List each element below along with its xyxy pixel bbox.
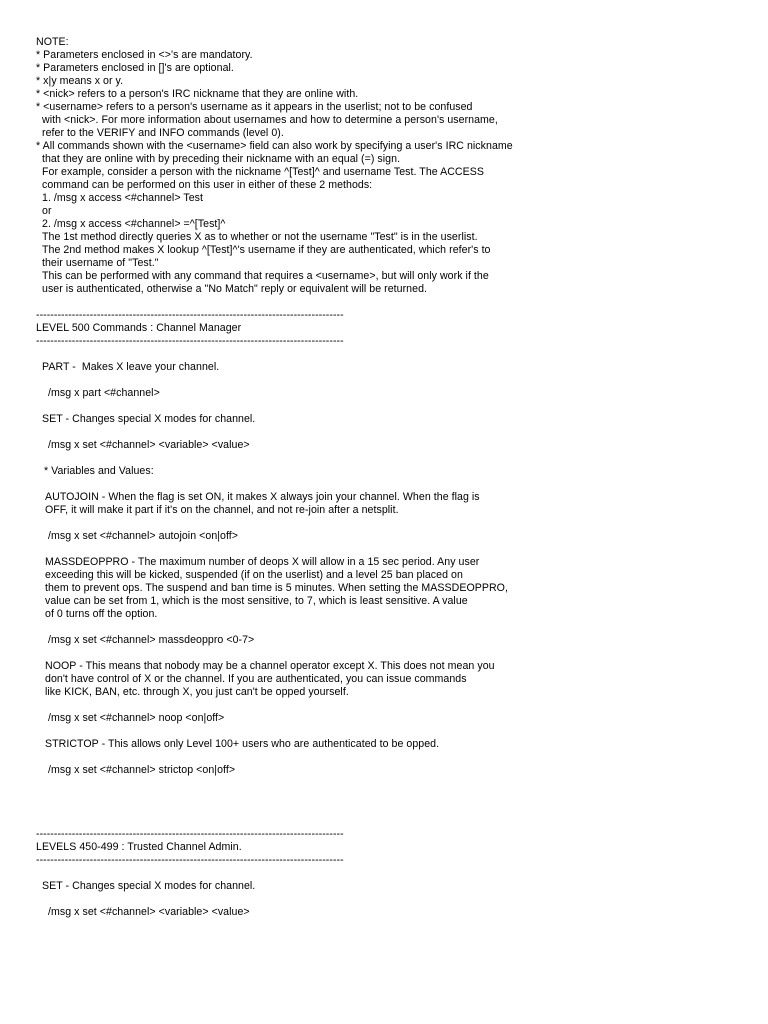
text-line: LEVEL 500 Commands : Channel Manager [36,322,242,334]
text-line: * <username> refers to a person's username as it appears in the userlist; not to be confused [36,101,473,113]
text-line: -------------------------------------------------------------------------------------- [36,309,344,321]
text-line: /msg x set <#channel> <variable> <value> [48,906,250,918]
text-line: them to prevent ops. The suspend and ban time is 5 minutes. When setting the MASSDEOPPRO, [45,582,508,594]
text-line: their username of "Test." [42,257,159,269]
text-line: 2. /msg x access <#channel> =^[Test]^ [42,218,226,230]
text-line: don't have control of X or the channel. If you are authenticated, you can issue commands [45,673,467,685]
text-line: NOTE: [36,36,69,48]
text-line: MASSDEOPPRO - The maximum number of deops X will allow in a 15 sec period. Any user [45,556,480,568]
text-line: /msg x set <#channel> massdeoppro <0-7> [48,634,255,646]
text-line: /msg x set <#channel> strictop <on|off> [48,764,236,776]
text-line: PART - Makes X leave your channel. [42,361,220,373]
text-line: exceeding this will be kicked, suspended (if on the userlist) and a level 25 ban placed on [45,569,463,581]
text-line: /msg x set <#channel> noop <on|off> [48,712,225,724]
text-line: -------------------------------------------------------------------------------------- [36,828,344,840]
text-line: LEVELS 450-499 : Trusted Channel Admin. [36,841,242,853]
text-line: value can be set from 1, which is the most sensitive, to 7, which is least sensitive. A value [45,595,468,607]
text-line: refer to the VERIFY and INFO commands (level 0). [42,127,284,139]
text-line: or [42,205,52,217]
text-line: For example, consider a person with the nickname ^[Test]^ and username Test. The ACCESS [42,166,484,178]
text-line: -------------------------------------------------------------------------------------- [36,335,344,347]
text-line: * x|y means x or y. [36,75,124,87]
text-line: that they are online with by preceding their nickname with an equal (=) sign. [42,153,401,165]
text-line: * Variables and Values: [44,465,154,477]
text-line: of 0 turns off the option. [45,608,158,620]
text-line: like KICK, BAN, etc. through X, you just can't be opped yourself. [45,686,349,698]
text-line: The 1st method directly queries X as to whether or not the username "Test" is in the userlist. [42,231,478,243]
text-line: STRICTOP - This allows only Level 100+ users who are authenticated to be opped. [45,738,440,750]
text-line: 1. /msg x access <#channel> Test [42,192,203,204]
text-line: OFF, it will make it part if it's on the channel, and not re-join after a netsplit. [45,504,399,516]
text-line: /msg x part <#channel> [48,387,160,399]
text-line: * Parameters enclosed in []'s are optional. [36,62,234,74]
text-line: command can be performed on this user in either of these 2 methods: [42,179,373,191]
text-line: with <nick>. For more information about usernames and how to determine a person's username, [42,114,498,126]
text-line: /msg x set <#channel> autojoin <on|off> [48,530,239,542]
text-line: * All commands shown with the <username> field can also work by specifying a user's IRC nickname [36,140,513,152]
text-line: The 2nd method makes X lookup ^[Test]^'s username if they are authenticated, which refer's to [42,244,491,256]
text-line: -------------------------------------------------------------------------------------- [36,854,344,866]
text-line: * <nick> refers to a person's IRC nickname that they are online with. [36,88,359,100]
text-line: This can be performed with any command that requires a <username>, but will only work if the [42,270,489,282]
text-line: user is authenticated, otherwise a "No Match" reply or equivalent will be returned. [42,283,428,295]
text-line: NOOP - This means that nobody may be a channel operator except X. This does not mean you [45,660,495,672]
text-line: SET - Changes special X modes for channel. [42,880,256,892]
text-line: * Parameters enclosed in <>'s are mandatory. [36,49,253,61]
text-line: /msg x set <#channel> <variable> <value> [48,439,250,451]
text-line: SET - Changes special X modes for channel. [42,413,256,425]
text-line: AUTOJOIN - When the flag is set ON, it makes X always join your channel. When the flag is [45,491,480,503]
